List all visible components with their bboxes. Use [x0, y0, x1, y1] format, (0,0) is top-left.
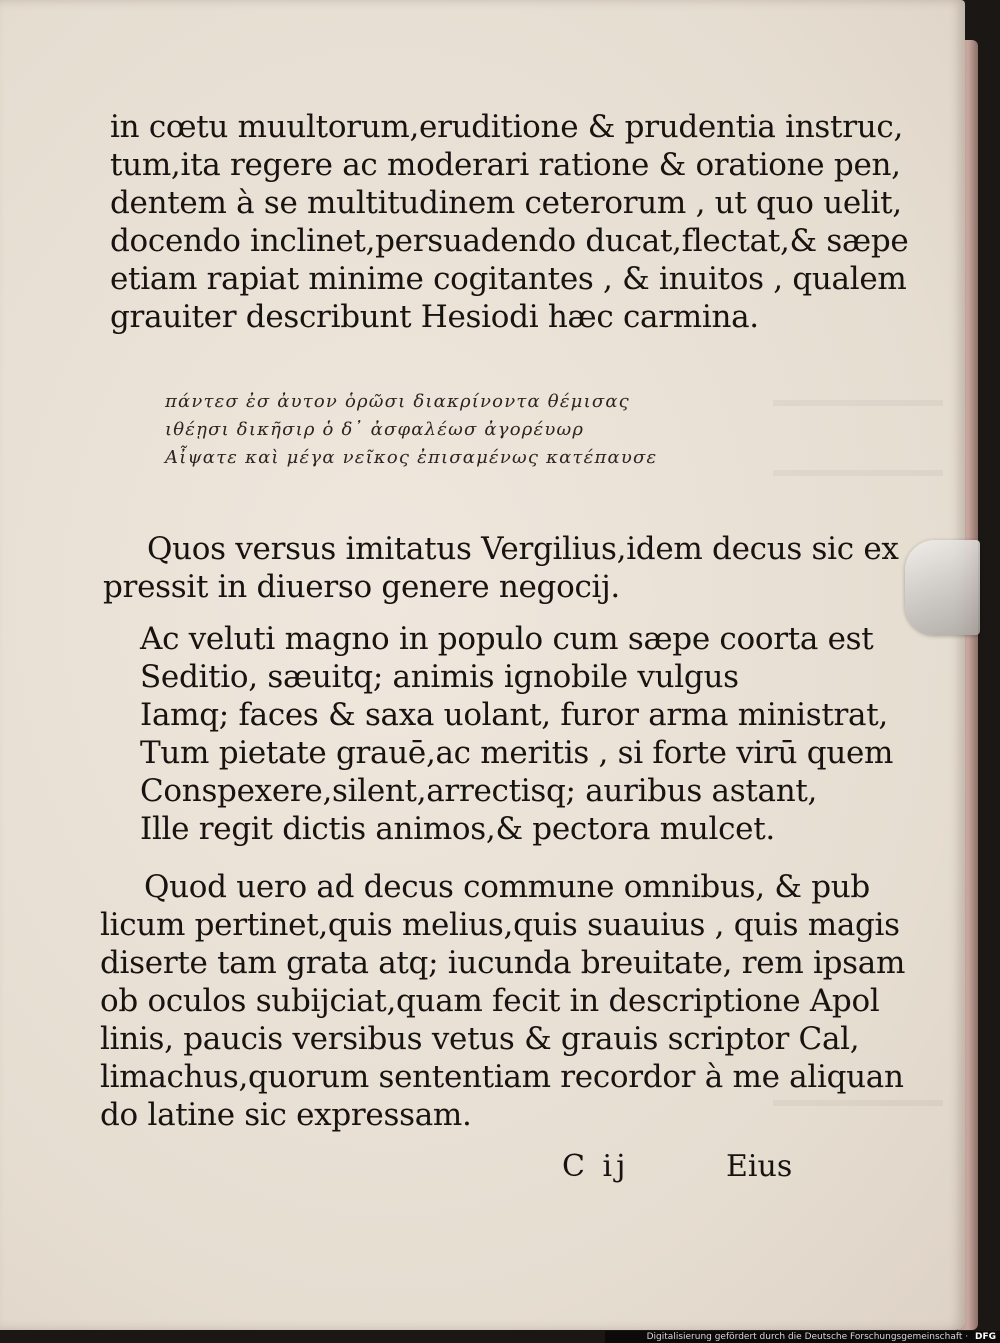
text-line: linis, paucis versibus vetus & grauis scriptor Cal,	[100, 1021, 860, 1057]
signature-mark: C ij	[562, 1149, 630, 1184]
dfg-logo: DFG	[974, 1332, 996, 1342]
text-line: ob oculos subijciat,quam fecit in descriptione Apol	[100, 983, 880, 1019]
text-line: licum pertinet,quis melius,quis suauius , quis magis	[100, 907, 900, 943]
verse-line: Seditio, sæuitq; animis ignobile vulgus	[140, 659, 739, 695]
verse-line: Tum pietate grauē,ac meritis , si forte virū quem	[140, 735, 894, 771]
paragraph-2	[103, 530, 899, 606]
text-line: diserte tam grata atq; iucunda breuitate, rem ipsam	[100, 945, 906, 981]
greek-line: Αἶψατε καὶ μέγα νεῖκος ἐπισαμένως κατέπαυσε	[165, 447, 658, 468]
footer-text: Digitalisierung gefördert durch die Deutsche Forschungsgemeinschaft ·	[646, 1332, 969, 1342]
latin-verses	[140, 620, 894, 848]
text-line: tum,ita regere ac moderari ratione & oratione pen,	[110, 147, 901, 183]
text-line: limachus,quorum sententiam recordor à me aliquan	[100, 1059, 904, 1095]
text-line: docendo inclinet,persuadendo ducat,flectat,& sæpe	[110, 223, 909, 259]
catchword: Eius	[726, 1149, 793, 1184]
greek-line: ιθέῃσι δικῆσιρ ὁ δ᾽ ἀσφαλέωσ ἀγορέυωρ	[165, 419, 585, 440]
text-line: Quos versus imitatus Vergilius,idem decus sic ex	[147, 531, 899, 567]
text-line: etiam rapiat minime cogitantes , & inuitos , qualem	[110, 261, 907, 297]
paragraph-1	[110, 108, 909, 336]
bleed-through	[773, 470, 943, 476]
greek-verses	[165, 388, 657, 472]
text-line: grauiter describunt Hesiodi hæc carmina.	[110, 299, 759, 335]
verse-line: Ac veluti magno in populo cum sæpe coorta est	[140, 621, 874, 657]
text-line: pressit in diuerso genere negocij.	[103, 569, 620, 605]
verse-line: Ille regit dictis animos,& pectora mulcet.	[140, 811, 775, 847]
verse-line: Iamq; faces & saxa uolant, furor arma ministrat,	[140, 697, 888, 733]
page-clip	[905, 540, 980, 635]
bleed-through	[773, 400, 943, 406]
text-line: Quod uero ad decus commune omnibus, & pub	[144, 869, 870, 905]
digitization-footer	[605, 1331, 1000, 1343]
greek-line: πάντεσ ἐσ ἀυτον ὁρῶσι διακρίνοντα θέμισας	[165, 391, 630, 412]
text-line: dentem à se multitudinem ceterorum , ut quo uelit,	[110, 185, 902, 221]
text-line: do latine sic expressam.	[100, 1097, 472, 1133]
text-line: in cœtu muultorum,eruditione & prudentia instruc,	[110, 109, 903, 145]
paragraph-3	[100, 868, 906, 1134]
verse-line: Conspexere,silent,arrectisq; auribus astant,	[140, 773, 818, 809]
